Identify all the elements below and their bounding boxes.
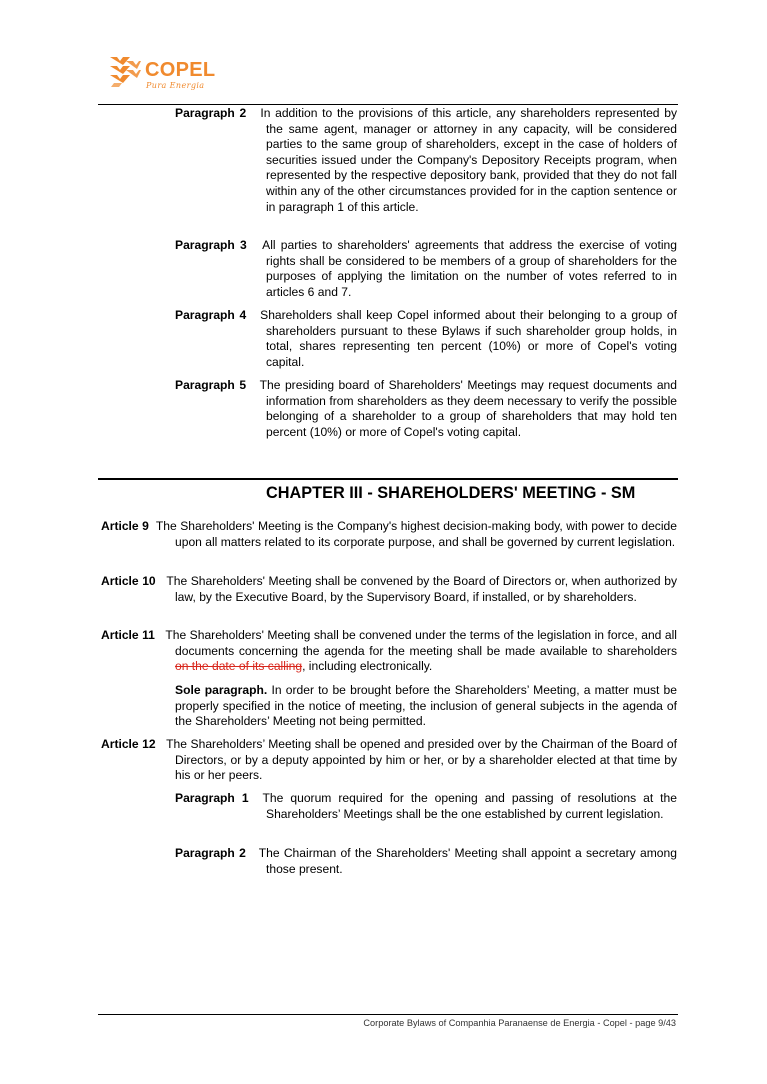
paragraph-2	[175, 106, 677, 215]
article-label: Article 12	[101, 737, 156, 751]
article-label: Article 11	[101, 628, 155, 642]
article-12	[101, 737, 677, 784]
article-text: The Shareholders' Meeting shall be convened under the terms of the legislation in force, and all documents concerning the agenda for the meeting shall be made available to shareholders	[165, 628, 677, 658]
article-9	[101, 519, 677, 550]
paragraph-label: Paragraph 2	[175, 846, 246, 860]
article-text-end: , including electronically.	[302, 659, 433, 674]
article-11	[101, 628, 677, 675]
page-footer: Corporate Bylaws of Companhia Paranaense de Energia - Copel - page 9/43	[363, 1018, 676, 1028]
article-text: The Shareholders’ Meeting shall be opened and presided over by the Chairman of the Board of Directors, or by a deputy appointed by him or her, or by a shareholder elected at that time by his or her peers.	[166, 737, 677, 783]
article-10	[101, 574, 677, 605]
copel-logo	[108, 55, 218, 93]
paragraph-label: Paragraph 2	[175, 106, 247, 120]
paragraph-text: The presiding board of Shareholders' Meetings may request documents and information from shareholders as they deem necessary to verify the possible belonging of a shareholder to a group of shareholders that may hold ten percent (10%) or more of Copel's voting capital.	[259, 378, 677, 439]
article-12-paragraph-1	[175, 791, 677, 822]
paragraph-label: Paragraph 1	[175, 791, 249, 805]
footer-divider	[98, 1014, 678, 1015]
paragraph-3	[175, 238, 677, 300]
logo-tagline: Pura Energia	[146, 81, 205, 90]
paragraph-text: All parties to shareholders' agreements that address the exercise of voting rights shall be considered to be members of a group of shareholders for the purposes of applying the limitation on the number of votes referred to in articles 6 and 7.	[262, 238, 677, 299]
chapter-title: CHAPTER III - SHAREHOLDERS' MEETING - SM	[266, 484, 636, 502]
paragraph-text: In addition to the provisions of this article, any shareholders represented by the same agent, manager or attorney in any capacity, will be considered parties to the same group of shareholders, except in the case of holders of securities issued under the Company's Depository Receipts program, when represented by the respective depository bank, provided that they do not fall within any of the other circumstances provided for in the caption sentence or in paragraph 1 of this article.	[260, 106, 677, 214]
header-divider	[98, 104, 678, 105]
paragraph-text: Shareholders shall keep Copel informed about their belonging to a group of shareholders pursuant to these Bylaws if such shareholder group holds, in total, shares representing ten percent (10%) or more of Copel's voting capital.	[260, 308, 677, 369]
paragraph-label: Paragraph 3	[175, 238, 247, 252]
sole-paragraph-label: Sole paragraph.	[175, 683, 268, 697]
chapter-divider	[98, 478, 678, 480]
paragraph-label: Paragraph 4	[175, 308, 247, 322]
struck-text: on the date of its calling	[175, 659, 303, 674]
article-12-paragraph-2	[175, 846, 677, 877]
article-label: Article 9	[101, 519, 149, 533]
paragraph-label: Paragraph 5	[175, 378, 247, 392]
sole-paragraph	[175, 683, 677, 730]
article-text: The Shareholders' Meeting shall be convened by the Board of Directors or, when authorized by law, by the Executive Board, by the Supervisory Board, if installed, or by shareholders.	[166, 574, 677, 604]
paragraph-text: The Chairman of the Shareholders' Meeting shall appoint a secretary among those present.	[258, 846, 677, 876]
copel-mark-icon	[108, 55, 142, 87]
article-text: The Shareholders' Meeting is the Company's highest decision-making body, with power to decide upon all matters related to its corporate purpose, and shall be governed by current legislation.	[155, 519, 677, 549]
article-label: Article 10	[101, 574, 156, 588]
sole-paragraph-text: In order to be brought before the Shareholders’ Meeting, a matter must be properly specified in the notice of meeting, the inclusion of general subjects in the agenda of the Shareholders’ Meeting not being permitted.	[175, 683, 677, 729]
logo-brand-text: COPEL	[145, 59, 216, 81]
paragraph-4	[175, 308, 677, 370]
paragraph-text: The quorum required for the opening and passing of resolutions at the Shareholders’ Meetings shall be the one established by current legislation.	[262, 791, 677, 821]
paragraph-5	[175, 378, 677, 440]
